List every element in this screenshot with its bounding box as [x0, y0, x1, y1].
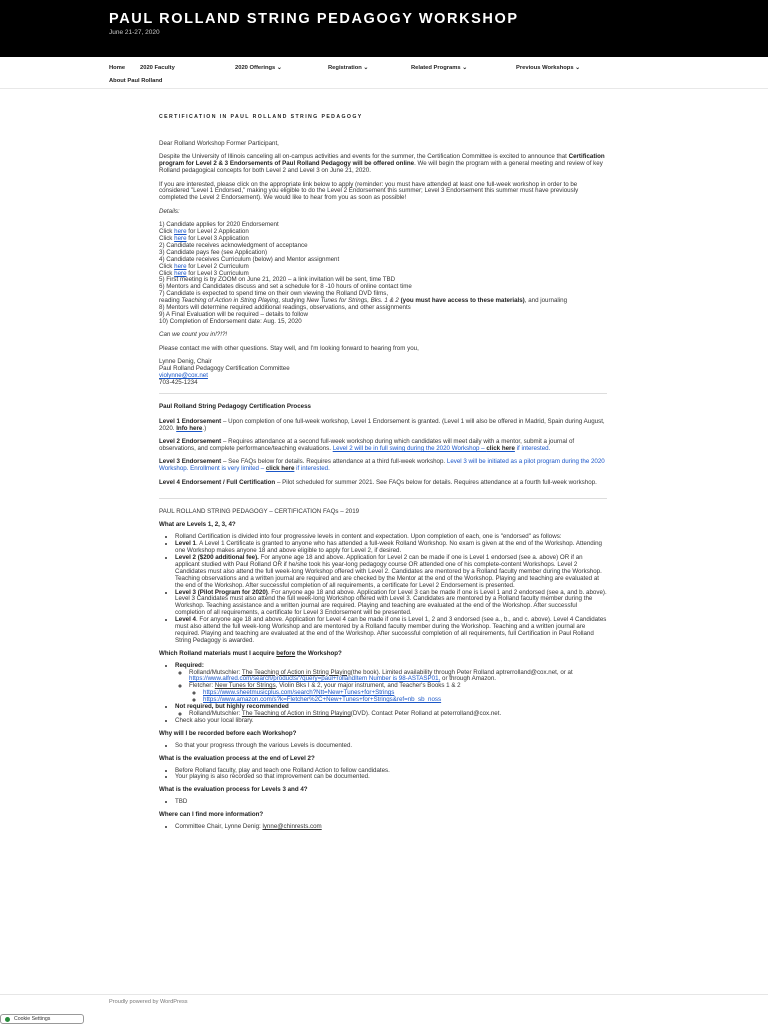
level2-curriculum-link[interactable]: here [174, 262, 187, 270]
main-navigation [0, 57, 768, 89]
faq-question: What is the evaluation process for Levels 3 and 4? [159, 786, 308, 794]
site-title[interactable]: PAUL ROLLAND STRING PEDAGOGY WORKSHOP [109, 11, 519, 27]
madrid-info-link[interactable]: Info here [176, 424, 203, 432]
level3-interest-link[interactable]: click here [265, 465, 295, 473]
cookie-settings-label: Cookie Settings [14, 1016, 51, 1022]
levels-list: • Rolland Certification is divided into four progressive levels in content and expectation. Upon completion of each, one is "endorsed" as follows: • Level 1. A Level 1 Certificate is granted to anyone who has attended a full-week Rolland Workshop. No exam is given at the end of the Workshop. Attending one Workshop makes anyone 18 and above eligible to apply for Level 2, if desired. • Level 2 ($200 additional fee). For anyone age 18 and above. Application for Level 2 can be made if one is Level 1 endorsed (see a. above) OR if an applicant studied with Paul Rolland OR if he/she took his year-long pedagogy course OR attended one of his complete-content Workshops. Level 2 Candidates must also attend the full week-long Workshop offered with Level 2. Candidates are mentored by a Rolland faculty member during the Workshop. Teaching observations and a written journal are required and are checked by the Mentor at the end of the Workshop. Playing and teaching are evaluated at the end of the Workshop. After successful completion of all requirements, a certificate for Level 2 Endorsement is presented. • Level 3 (Pilot Program for 2020). For anyone age 18 and above. Application for Level 3 can be made if one is Level 1 and 2 endorsed (see a, and b. above). Level 3 Candidates must also attend the full week-long Workshop offered with Level 3. Candidates are mentored by a Rolland faculty member during the Workshop. Teaching assistance and a written journal are required. Playing and teaching are evaluated at the end of the Workshop. After successful completion of all requirements, a certificate for Level 3 Endorsement will be presented. • Level 4. For anyone age 18 and above. Application for Level 4 can be made if one is Level 1, 2 and 3 endorsed (see a., b., and c. above). Level 4 Candidates must also attend the full week-long Workshop and are mentored by a Rolland faculty member during the Workshop. Teaching and a written journal are required. Playing and teaching are evaluated at the end of the Workshop. After successful completion of all requirements, full Certification in Paul Rolland String Pedagogy is awarded. [159, 534, 607, 645]
nav-home[interactable]: Home [109, 65, 126, 71]
nav-2020-offerings[interactable]: 2020 Offerings ⌄ [235, 65, 282, 71]
page-title: CERTIFICATION IN PAUL ROLLAND STRING PEDAGOGY [159, 114, 363, 120]
sheetmusicplus-link[interactable]: https://www.sheetmusicplus.com/search?Ntt=New+Tunes+for+Strings [203, 689, 395, 697]
level3-paragraph: Level 3 Endorsement – See FAQs below for details. Requires attendance at a third full-week workshop. Level 3 will be initiated as a pilot program during the 2020 Workshop. Enrollment is very limited – click here if interested. [159, 458, 605, 473]
faq-question: Where can I find more information? [159, 811, 264, 819]
nav-about-paul-rolland[interactable]: About Paul Rolland [109, 78, 163, 84]
chair-email-link[interactable]: violynne@cox.net [159, 371, 208, 379]
divider [159, 393, 607, 394]
materials-list: • Required: ◦ Rolland/Mutschler: The Teaching of Action in String Playing(the book). Limited availability through Peter Rolland aptrerrolland@cox.net, or at https://www.alfred.com/search/products/?query=paul+rollandItem Number is 98-ASTASP01, or through Amazon. ◦ Fletcher: New Tunes for Strings, Violin Bks I & 2, your major instrument, and Teacher's Books 1 & 2 ◦ https://www.sheetmusicplus.com/search?Ntt=New+Tunes+for+Strings ◦ https://www.amazon.com/s?k=Fletcher%2C+New+Tunes+for+Strings&ref=nb_sb_noss • Not required, but highly recommended ◦ Rolland/Mutschler: The Teaching of Action in String Playing(DVD). Contact Peter Rolland at peterrolland@cox.net. • Check also your local library. [159, 663, 607, 725]
nav-registration[interactable]: Registration ⌄ [328, 65, 369, 71]
faq-question: Why will I be recorded before each Workshop? [159, 729, 297, 737]
alfred-link[interactable]: https://www.alfred.com/search/products/?query=paul+rollandItem Number is 98-ASTASP01, [189, 675, 441, 683]
level3-application-link[interactable]: here [174, 234, 187, 242]
faq-question: Which Rolland materials must I acquire before the Workshop? [159, 649, 342, 657]
divider [159, 498, 607, 499]
details-label: Details: [159, 207, 180, 215]
steps-list: 1) Candidate applies for 2020 Endorsement Click here for Level 2 Application Click here for Level 3 Application 2) Candidate receives acknowledgment of acceptance 3) Candidate pays fee (see Application) 4) Candidate receives Curriculum (below) and Mentor assignment Click here for Level 2 Curriculum Click here for Level 3 Curriculum 5) First meeting is by ZOOM on June 21, 2020 – a link invitation will be sent, time TBD 6) Mentors and Candidates discuss and set a schedule for 8 -10 hours of online contact time 7) Candidate is expected to spend time on their own viewing the Rolland DVD films, reading Teaching of Action in String Playing, studying New Tunes for Strings, Bks. 1 & 2 (you must have access to these materials), and journaling 8) Mentors will determine required additional readings, observations, and other assignments 9) A Final Evaluation will be required – details to follow 10) Completion of Endorsement date: Aug. 15, 2020 [159, 221, 568, 325]
contact-paragraph: Please contact me with other questions. Stay well, and I'm looking forward to hearing from you, [159, 344, 419, 352]
faq-title: PAUL ROLLAND STRING PEDAGOGY – CERTIFICATION FAQs – 2019 [159, 508, 360, 516]
contact-email-link[interactable]: lynne@chinrests.com [262, 823, 322, 831]
faq-question: What are Levels 1, 2, 3, 4? [159, 521, 236, 529]
amazon-link[interactable]: https://www.amazon.com/s?k=Fletcher%2C+New+Tunes+for+Strings&ref=nb_sb_noss [203, 696, 442, 704]
level4-paragraph: Level 4 Endorsement / Full Certification – Pilot scheduled for summer 2021. See FAQs below for details. Requires attendance at a fourth full-week workshop. [159, 478, 597, 486]
site-tagline: June 21-27, 2020 [109, 29, 160, 36]
nav-2020-faculty[interactable]: 2020 Faculty [140, 65, 175, 71]
site-header [0, 0, 768, 57]
signature: Lynne Denig, Chair Paul Rolland Pedagogy Certification Committee violynne@cox.net 703-425-1234 [159, 358, 290, 386]
cookie-settings-button[interactable] [0, 1014, 84, 1024]
page-content: CERTIFICATION IN PAUL ROLLAND STRING PEDAGOGY Dear Rolland Workshop Former Participant, Despite the University of Illinois canceling all on-campus activities and events for the summer, the Certification Committee is excited to announce that Certification program for Level 2 & 3 Endorsements of Paul Rolland Pedagogy will be offered online. We will begin the program with a general meeting and review of key Rolland pedagogical concepts for both Level 2 and Level 3 on June 21, 2020. If you are interested, please click on the appropriate link below to apply (reminder: you must have attended at least one full-week workshop in order to be considered "Level 1 Endorsed," making you eligible to do the Level 2 Endorsement this summer; Level 3 Endorsement this summer must have previously completed the Level 2 Endorsement). We would like to hear from you as soon as possible! Details: 1) Candidate applies for 2020 Endorsement Click here for Level 2 Application Click here for Level 3 Application 2) Candidate receives acknowledgment of acceptance 3) Candidate pays fee (see Application) 4) Candidate receives Curriculum (below) and Mentor assignment Click here for Level 2 Curriculum Click here for Level 3 Curriculum 5) First meeting is by ZOOM on June 21, 2020 – a link invitation will be sent, time TBD 6) Mentors and Candidates discuss and set a schedule for 8 -10 hours of online contact time 7) Candidate is expected to spend time on their own viewing the Rolland DVD films, reading Teaching of Action in String Playing, studying New Tunes for Strings, Bks. 1 & 2 (you must have access to these materials), and journaling 8) Mentors will determine required additional readings, observations, and other assignments 9) A Final Evaluation will be required – details to follow 10) Completion of Endorsement date: Aug. 15, 2020 Can we count you in!?!?! Please contact me with other questions. Stay well, and I'm looking forward to hearing from you, Lynne Denig, Chair Paul Rolland Pedagogy Certification Committee violynne@cox.net 703-425-1234 Paul Rolland String Pedagogy Certification Process Level 1 Endorsement – Upon completion of one full-week workshop, Level 1 Endorsement is granted. (Level 1 will also be offered in Madrid, Spain during August, 2020. Info here.) Level 2 Endorsement – Requires attendance at a second full-week workshop during which candidates will meet daily with a mentor, submit a journal of observations, and complete performance/teaching evaluations. Level 2 will be in full swing during the 2020 Workshop – click here if interested. Level 3 Endorsement – See FAQs below for details. Requires attendance at a third full-week workshop. Level 3 will be initiated as a pilot program during the 2020 Workshop. Enrollment is very limited – click here if interested. Level 4 Endorsement / Full Certification – Pilot scheduled for summer 2021. See FAQs below for details. Requires attendance at a fourth full-week workshop. PAUL ROLLAND STRING PEDAGOGY – CERTIFICATION FAQs – 2019 What are Levels 1, 2, 3, 4? • Rolland Certification is divided into four progressive levels in content and expectation. Upon completion of each, one is "endorsed" as follows: • Level 1. A Level 1 Certificate is granted to anyone who has attended a full-week Rolland Workshop. No exam is given at the end of the Workshop. Attending one Workshop makes anyone 18 and above eligible to apply for Level 2, if desired. • Level 2 ($200 additional fee). For anyone age 18 and above. Application for Level 2 can be made if one is Level 1 endorsed (see a. above) OR if an applicant studied with Paul Rolland OR if he/she took his year-long pedagogy course OR attended one of his complete-content Workshops. Level 2 Candidates must also attend the full week-long Workshop offered with Level 2. Candidates are mentored by a Rolland faculty member during the Workshop. Teaching observations and a written journal are required and are checked by the Mentor at the end of the Workshop. Playing and teaching are evaluated at the end of the Workshop. After successful completion of all requirements, a certificate for Level 2 Endorsement is presented. • Level 3 (Pilot Program for 2020). For anyone age 18 and above. Application for Level 3 can be made if one is Level 1 and 2 endorsed (see a, and b. above). Level 3 Candidates must also attend the full week-long Workshop offered with Level 3. Candidates are mentored by a Rolland faculty member during the Workshop. Teaching assistance and a written journal are required. Playing and teaching are evaluated at the end of the Workshop. After successful completion of all requirements, a certificate for Level 3 Endorsement will be presented. • Level 4. For anyone age 18 and above. Application for Level 4 can be made if one is Level 1, 2 and 3 endorsed (see a., b., and c. above). Level 4 Candidates must also attend the full week-long Workshop and are mentored by a Rolland faculty member during the Workshop. Teaching and a written journal are required. Playing and teaching are evaluated at the end of the Workshop. After successful completion of all requirements, full Certification in Paul Rolland String Pedagogy is awarded. Which Rolland materials must I acquire before the Workshop? • Required: ◦ Rolland/Mutschler: The Teaching of Action in String Playing(the book). Limited availability through Peter Rolland aptrerrolland@cox.net, or at https://www.alfred.com/search/products/?query=paul+rollandItem Number is 98-ASTASP01, or through Amazon. ◦ Fletcher: New Tunes for Strings, Violin Bks I & 2, your major instrument, and Teacher's Books 1 & 2 ◦ https://www.sheetmusicplus.com/search?Ntt=New+Tunes+for+Strings ◦ https://www.amazon.com/s?k=Fletcher%2C+New+Tunes+for+Strings&ref=nb_sb_noss • Not required, but highly recommended ◦ Rolland/Mutschler: The Teaching of Action in String Playing(DVD). Contact Peter Rolland at peterrolland@cox.net. • Check also your local library. Why will I be recorded before each Workshop? • So that your progress through the various Levels is documented. What is the evaluation process at the end of Level 2? • Before Rolland faculty, play and teach one Rolland Action to fellow candidates. • Your playing is also recorded so that improvement can be documented. What is the evaluation process for Levels 3 and 4? • TBD Where can I find more information? • Committee Chair, Lynne Denig: lynne@chinrests.com [159, 114, 607, 837]
nav-related-programs[interactable]: Related Programs ⌄ [411, 65, 468, 71]
level1-paragraph: Level 1 Endorsement – Upon completion of one full-week workshop, Level 1 Endorsement is granted. (Level 1 will also be offered in Madrid, Spain during August, 2020. Info here.) [159, 417, 605, 432]
footer-divider [0, 994, 768, 995]
powered-by-wordpress-link[interactable]: Proudly powered by WordPress [109, 999, 188, 1005]
nav-previous-workshops[interactable]: Previous Workshops ⌄ [516, 65, 581, 71]
interest-paragraph: If you are interested, please click on the appropriate link below to apply (reminder: you must have attended at least one full-week workshop in order to be considered "Level 1 Endorsed," making you eligible to do the Level 2 Endorsement this summer; Level 3 Endorsement this summer must have previously completed the Level 2 Endorsement). We would like to hear from you as soon as possible! [159, 180, 579, 202]
greeting: Dear Rolland Workshop Former Participant, [159, 139, 279, 147]
level3-curriculum-link[interactable]: here [174, 269, 187, 277]
intro-paragraph: Despite the University of Illinois canceling all on-campus activities and events for the summer, the Certification Committee is excited to announce that Certification program for Level 2 & 3 Endorsements of Paul Rolland Pedagogy will be offered online. We will begin the program with a general meeting and review of key Rolland pedagogical concepts for both Level 2 and Level 3 on June 21, 2020. [159, 153, 605, 175]
level2-paragraph: Level 2 Endorsement – Requires attendance at a second full-week workshop during which candidates will meet daily with a mentor, submit a journal of observations, and complete performance/teaching evaluations. Level 2 will be in full swing during the 2020 Workshop – click here if interested. [159, 437, 575, 452]
level2-interest-link[interactable]: Level 2 will be in full swing during the 2020 Workshop – click here [332, 444, 515, 452]
count-on-line: Can we count you in!?!?! [159, 331, 228, 339]
process-heading: Paul Rolland String Pedagogy Certification Process [159, 402, 311, 410]
faq-question: What is the evaluation process at the end of Level 2? [159, 754, 315, 762]
level2-application-link[interactable]: here [174, 228, 187, 236]
cookie-icon [5, 1017, 10, 1022]
